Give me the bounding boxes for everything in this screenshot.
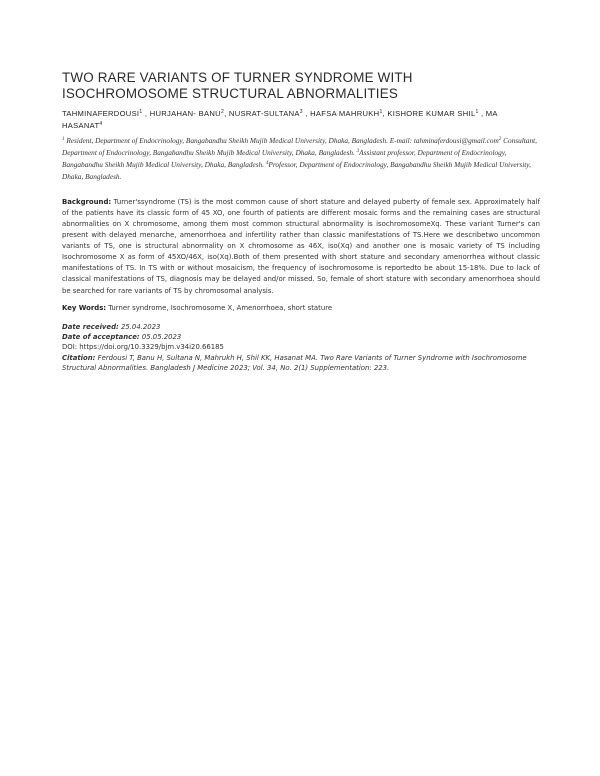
affiliation: $^4$Professor, Department of Endocrinology, Bangabandhu Sheikh Mujib Medical University, Dhaka, Bangladesh. [62, 160, 531, 181]
author: MA HASANAT$^4$ [62, 109, 498, 130]
article-meta [62, 322, 540, 374]
affiliation: $^2$ Consultant, Department of Endocrinology, Bangabandhu Sheikh Mujib Medical University, Dhaka, Bangladesh. [62, 136, 537, 158]
doi[interactable]: DOI: https://doi.org/10.3329/bjm.v34i20.66185 [62, 343, 224, 352]
affiliations [62, 134, 540, 182]
author: HAFSA MAHRUKH$^1$, [310, 109, 388, 118]
affiliation: $^3$Assistant professor, Department of Endocrinology, Bangabandhu Sheikh Mujib Medical University, Dhaka, Bangladesh. [62, 148, 507, 170]
author: TAHMINAFERDOUSI$^1$ , [62, 109, 150, 118]
affiliation: $^1$ Resident, Department of Endocrinology, Bangabandhu Sheikh Mujib Medical University, Dhaka, Bangladesh. E-mail: tahminaferdousi@gmail.com [62, 136, 499, 145]
author: KISHORE KUMAR SHIL$^1$ , [387, 109, 486, 118]
author-list [62, 107, 540, 131]
author: NUSRAT-SULTANA$^3$ , [228, 109, 308, 118]
abstract [62, 197, 540, 297]
abstract-label: Background: [62, 197, 112, 206]
keywords-label: Key Words: [62, 303, 107, 312]
abstract-text: Turner'ssyndrome (TS) is the most common cause of short stature and delayed puberty of female sex. Approximately half of the patients have its classic form of 45 XO, one fourth of patients are different mosaic forms and the remaining cases are structural abnormalities on X chromosome, among them most common structural abnormality is isochromosomeXq. These variant Turner's can present with delayed menarche, amenorrhoea and infertility rather than classic manifestations of TS.Here we describetwo uncommon variants of TS, one is structural abnormality on X chromosome as 46X, iso(Xq) and another one is mosaic variety of TS including Isochromosome X as form of 45XO/46X, iso(Xq).Both of them presented with short stature and secondary amenorrhea without classic manifestations of TS. In TS with or without mosaicism, the frequency of isochromosome is reportedto be about 15-18%. Due to lack of classical manifestations of TS, diagnosis may be delayed and/or missed. So, female of short stature with secondary amenorrhoea should be searched for rare variants of TS by chromosomal analysis. [62, 197, 540, 295]
keywords-text: Turner syndrome, Isochromosome X, Amenorrhoea, short stature [106, 303, 333, 312]
article-first-page [62, 70, 540, 374]
date-accepted: Date of acceptance: 05.05.2023 [62, 333, 182, 342]
date-received: Date received: 25.04.2023 [62, 322, 161, 331]
keywords [62, 303, 540, 314]
author: HURJAHAN- BANU$^2$, [149, 109, 229, 118]
citation: Citation: Ferdousi T, Banu H, Sultana N, Mahrukh H, Shil KK, Hasanat MA. Two Rare Variants of Turner Syndrome with Isochromosome Structural Abnormalities. Bangladesh J Medicine 2023; Vol. 34, No. 2(1) Supplementation: 223. [62, 353, 527, 373]
article-title: TWO RARE VARIANTS OF TURNER SYNDROME WITH ISOCHROMOSOME STRUCTURAL ABNORMALITIES [62, 70, 413, 101]
